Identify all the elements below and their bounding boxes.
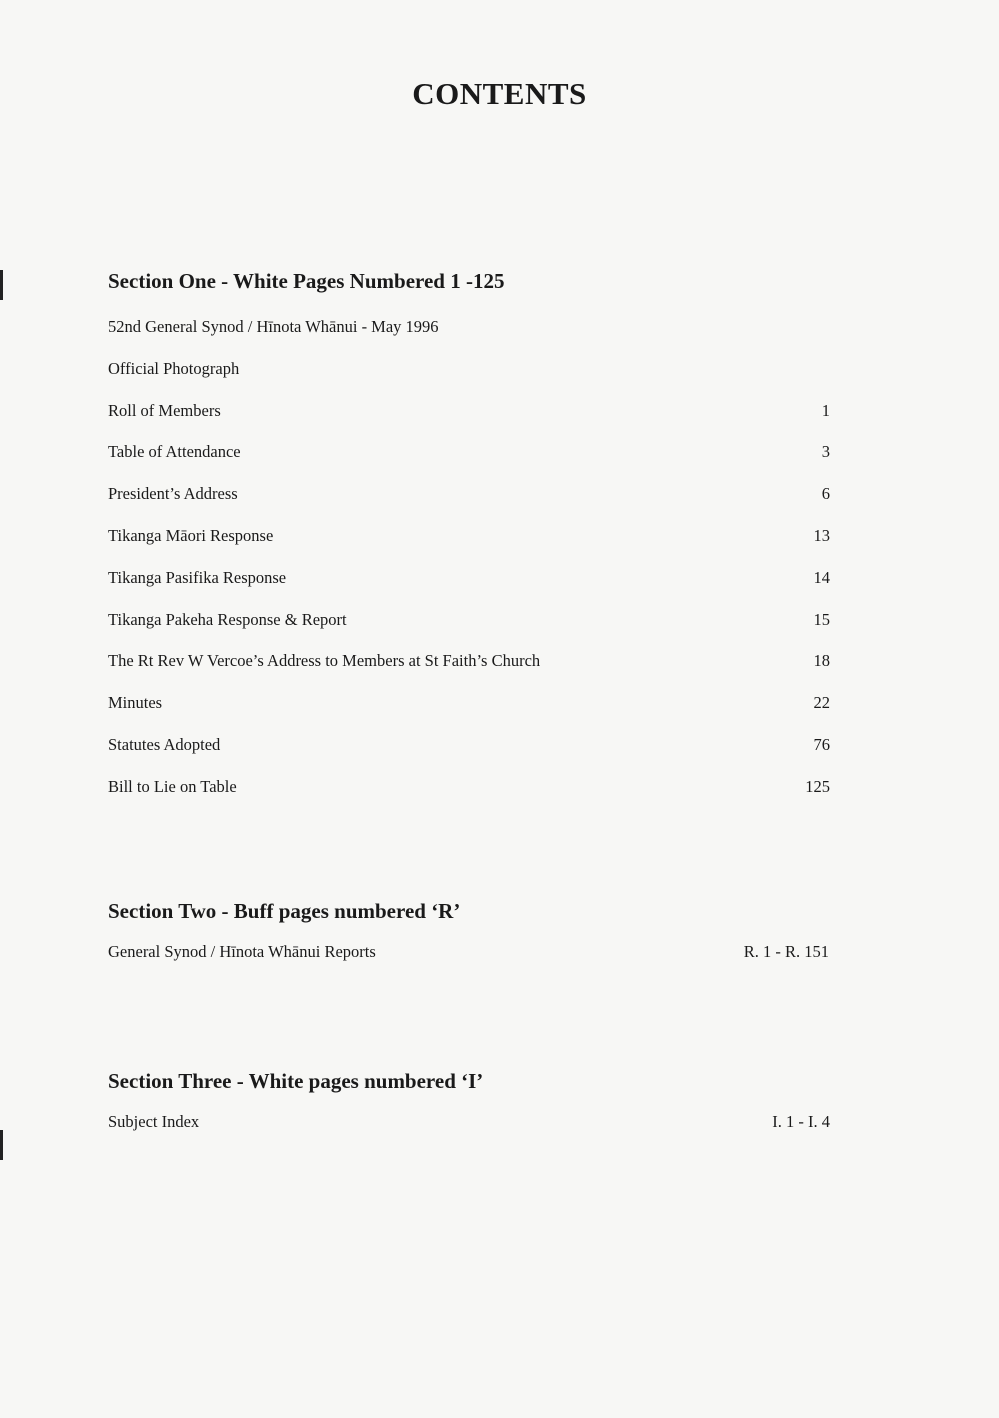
entry-page-number: 76 — [813, 734, 830, 754]
contents-list — [108, 1112, 830, 1132]
entry-label: Statutes Adopted — [108, 734, 221, 754]
entry-page-number: 15 — [813, 609, 830, 629]
entry-label: 52nd General Synod / Hīnota Whānui - May 1996 — [108, 317, 439, 336]
scan-edge-mark — [0, 1130, 3, 1160]
entry-label: Tikanga Pakeha Response & Report — [108, 609, 347, 629]
contents-entry — [108, 401, 830, 443]
section-heading: Section One - White Pages Numbered 1 -125 — [108, 269, 505, 293]
entry-label: Roll of Members — [108, 400, 221, 420]
contents-entry — [108, 317, 830, 359]
section-two — [108, 898, 830, 962]
entry-page-number: 125 — [805, 776, 830, 796]
contents-entry — [108, 651, 830, 693]
entry-page-range: R. 1 - R. 151 — [743, 942, 829, 961]
entry-label: Subject Index — [108, 1112, 200, 1131]
entry-page-number: 3 — [821, 442, 830, 462]
contents-entry — [108, 942, 830, 962]
entry-page-number: 18 — [813, 651, 830, 671]
entry-page-number: 14 — [813, 567, 830, 587]
entry-page-range: I. 1 - I. 4 — [772, 1112, 830, 1131]
section-heading: Section Two - Buff pages numbered ‘R’ — [108, 899, 461, 923]
entry-page-number: 13 — [813, 525, 830, 545]
contents-entry — [108, 777, 830, 819]
section-three — [108, 1068, 830, 1132]
contents-entry — [108, 568, 830, 610]
contents-entry — [108, 1112, 830, 1132]
contents-entry — [108, 442, 830, 484]
entry-label: Minutes — [108, 693, 163, 713]
contents-entry — [108, 359, 830, 401]
entry-label: Bill to Lie on Table — [108, 776, 237, 796]
scan-edge-mark — [0, 270, 3, 300]
contents-entry — [108, 610, 830, 652]
entry-label: Tikanga Māori Response — [108, 525, 274, 545]
page-title: CONTENTS — [412, 76, 587, 111]
entry-label: President’s Address — [108, 484, 238, 504]
contents-entry — [108, 526, 830, 568]
contents-entry — [108, 484, 830, 526]
entry-label: Tikanga Pasifika Response — [108, 567, 287, 587]
entry-label: Official Photograph — [108, 358, 240, 378]
entry-page-number: 6 — [821, 484, 830, 504]
contents-entry — [108, 693, 830, 735]
entry-label: Table of Attendance — [108, 442, 241, 462]
entry-page-number: 1 — [821, 400, 830, 420]
entry-label: The Rt Rev W Vercoe’s Address to Members at St Faith’s Church — [108, 651, 541, 671]
section-one — [108, 268, 830, 819]
entry-label: General Synod / Hīnota Whānui Reports — [108, 942, 376, 961]
section-heading: Section Three - White pages numbered ‘I’ — [108, 1069, 484, 1093]
contents-list — [108, 942, 830, 962]
entry-page-number: 22 — [813, 693, 830, 713]
contents-list — [108, 317, 830, 819]
contents-entry — [108, 735, 830, 777]
